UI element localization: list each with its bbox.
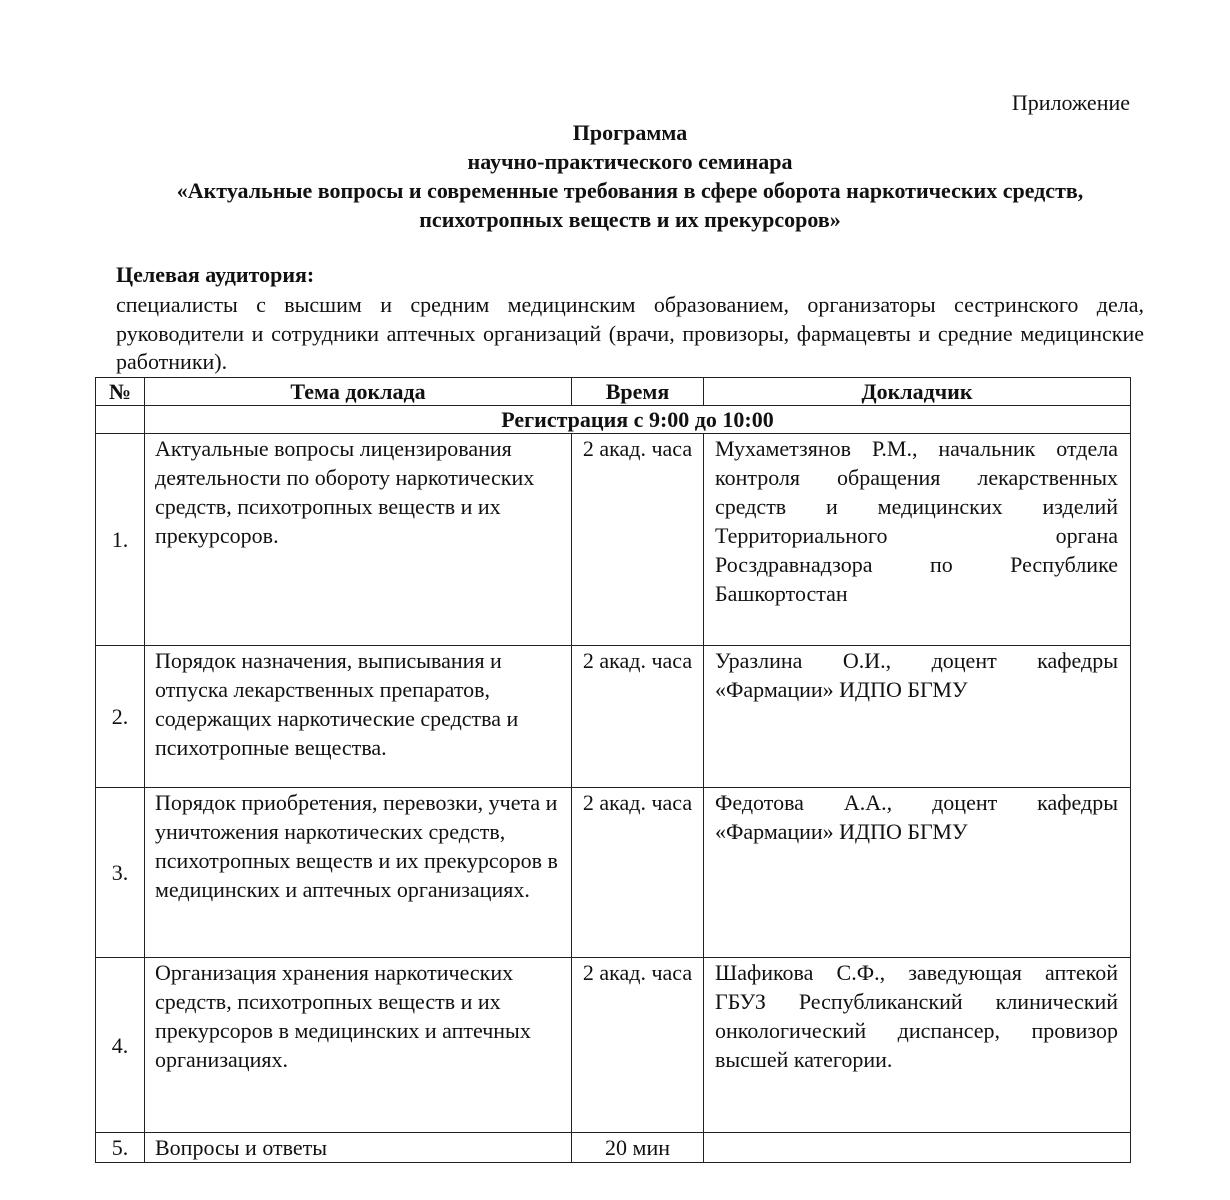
header-num: № xyxy=(96,378,145,406)
table-header-row xyxy=(96,378,1131,406)
row-topic: Порядок назначения, выписывания и отпуска лекарственных препаратов, содержащих наркотические средства и психотропные вещества. xyxy=(145,646,572,788)
audience-text: специалисты с высшим и средним медицинским образованием, организаторы сестринского дела, руководители и сотрудники аптечных организаций (врачи, провизоры, фармацевты и средние медицинские работники). xyxy=(116,292,1144,374)
row-number: 3. xyxy=(96,788,145,958)
registration-row xyxy=(96,406,1131,434)
row-number: 5. xyxy=(96,1133,145,1163)
title-line-1: Программа xyxy=(572,120,688,145)
row-speaker: Мухаметзянов Р.М., начальник отдела контроля обращения лекарственных средств и медицинских изделий Территориального органа Росздравнадзора по Республике Башкортостан xyxy=(704,434,1131,646)
row-speaker: Шафикова С.Ф., заведующая аптекой ГБУЗ Республиканский клинический онкологический диспансер, провизор высшей категории. xyxy=(704,958,1131,1133)
title-line-3: «Актуальные вопросы и современные требования в сфере оборота наркотических средств, xyxy=(176,178,1084,203)
row-number: 1. xyxy=(96,434,145,646)
table-row xyxy=(96,1133,1131,1163)
row-time: 2 акад. часа xyxy=(572,434,704,646)
row-speaker: Уразлина О.И., доцент кафедры «Фармации» ИДПО БГМУ xyxy=(704,646,1131,788)
header-speaker: Докладчик xyxy=(704,378,1131,406)
table-row xyxy=(96,646,1131,788)
row-time: 2 акад. часа xyxy=(572,958,704,1133)
row-speaker: Федотова А.А., доцент кафедры «Фармации» ИДПО БГМУ xyxy=(704,788,1131,958)
row-number: 2. xyxy=(96,646,145,788)
header-topic: Тема доклада xyxy=(145,378,572,406)
audience-heading: Целевая аудитория: xyxy=(116,262,315,287)
row-time: 2 акад. часа xyxy=(572,646,704,788)
title-line-2: научно-практического семинара xyxy=(467,149,793,174)
program-table xyxy=(95,377,1131,1163)
title-line-4: психотропных веществ и их прекурсоров» xyxy=(419,207,841,232)
row-time: 20 мин xyxy=(572,1133,704,1163)
row-number: 4. xyxy=(96,958,145,1133)
row-topic: Актуальные вопросы лицензирования деятельности по обороту наркотических средств, психотропных веществ и их прекурсоров. xyxy=(145,434,572,646)
row-speaker xyxy=(704,1133,1131,1163)
document-title xyxy=(100,118,1160,234)
table-row xyxy=(96,434,1131,646)
registration-empty-cell xyxy=(96,406,145,434)
row-topic: Порядок приобретения, перевозки, учета и уничтожения наркотических средств, психотропных веществ и их прекурсоров в медицинских и аптечных организациях. xyxy=(145,788,572,958)
table-row xyxy=(96,788,1131,958)
header-time: Время xyxy=(572,378,704,406)
row-topic: Вопросы и ответы xyxy=(145,1133,572,1163)
row-topic: Организация хранения наркотических средств, психотропных веществ и их прекурсоров в медицинских и аптечных организациях. xyxy=(145,958,572,1133)
appendix-label: Приложение xyxy=(1011,90,1130,115)
registration-text: Регистрация с 9:00 до 10:00 xyxy=(145,406,1131,434)
table-row xyxy=(96,958,1131,1133)
row-time: 2 акад. часа xyxy=(572,788,704,958)
